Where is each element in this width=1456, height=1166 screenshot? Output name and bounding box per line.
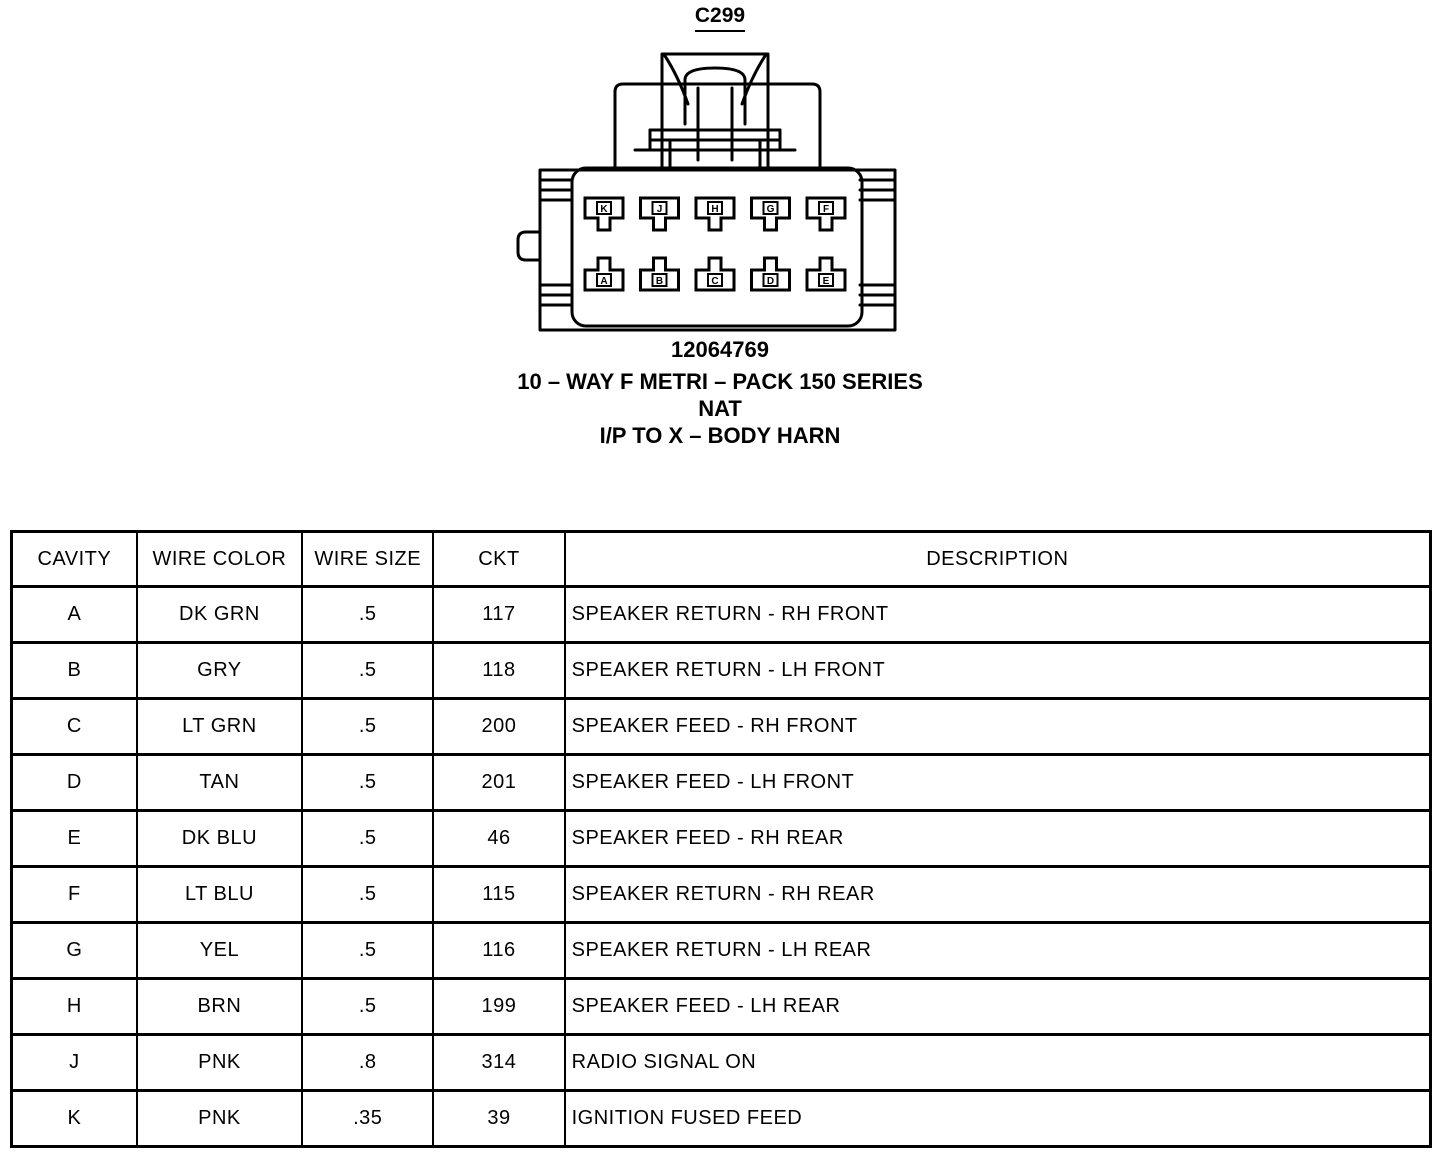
table-row — [12, 699, 1431, 755]
header-cavity: CAVITY — [12, 532, 137, 587]
cell-description: RADIO SIGNAL ON — [565, 1035, 1431, 1091]
cavity-table — [10, 530, 1432, 1148]
cell-description: SPEAKER FEED - RH REAR — [565, 811, 1431, 867]
cell-description: SPEAKER FEED - LH FRONT — [565, 755, 1431, 811]
cell-cavity: K — [12, 1091, 137, 1147]
pin-cavity — [641, 198, 679, 230]
header-wire-size: WIRE SIZE — [302, 532, 433, 587]
table-row — [12, 867, 1431, 923]
header-ckt: CKT — [433, 532, 564, 587]
pin-label: G — [766, 204, 775, 215]
connector-id — [640, 4, 800, 32]
pin-label: B — [655, 276, 664, 287]
pin-label: D — [766, 276, 775, 287]
cell-description: SPEAKER RETURN - LH REAR — [565, 923, 1431, 979]
pin-label: C — [711, 276, 719, 287]
cell-cavity: E — [12, 811, 137, 867]
part-number: 12064769 — [671, 337, 769, 362]
table-row — [12, 755, 1431, 811]
cell-cavity: B — [12, 643, 137, 699]
cell-wire-color: LT GRN — [137, 699, 302, 755]
header-description: DESCRIPTION — [565, 532, 1431, 587]
pin-label: H — [711, 204, 719, 215]
cell-wire-size: .5 — [302, 587, 433, 643]
pin-label: A — [600, 276, 608, 287]
connector-color: NAT — [698, 396, 742, 421]
cell-ckt: 314 — [433, 1035, 564, 1091]
connector-location: I/P TO X – BODY HARN — [599, 423, 841, 448]
connector-type: 10 – WAY F METRI – PACK 150 SERIES — [517, 369, 923, 394]
table-header-row — [12, 532, 1431, 587]
cell-cavity: A — [12, 587, 137, 643]
pin-label: E — [822, 276, 830, 287]
cell-cavity: H — [12, 979, 137, 1035]
latch-window — [685, 68, 745, 124]
pin-cavity — [807, 258, 845, 290]
cell-description: SPEAKER RETURN - LH FRONT — [565, 643, 1431, 699]
latch-housing — [615, 84, 820, 170]
cell-cavity: C — [12, 699, 137, 755]
cell-wire-color: GRY — [137, 643, 302, 699]
cell-wire-color: DK GRN — [137, 587, 302, 643]
cell-wire-size: .5 — [302, 755, 433, 811]
connector-body — [572, 168, 862, 326]
table-row — [12, 643, 1431, 699]
cell-wire-size: .35 — [302, 1091, 433, 1147]
cell-wire-size: .5 — [302, 867, 433, 923]
cell-ckt: 200 — [433, 699, 564, 755]
pin-cavity — [696, 258, 734, 290]
connector-id-text: C299 — [695, 4, 745, 32]
cell-ckt: 116 — [433, 923, 564, 979]
cell-description: SPEAKER FEED - RH FRONT — [565, 699, 1431, 755]
cell-description: IGNITION FUSED FEED — [565, 1091, 1431, 1147]
cell-description: SPEAKER FEED - LH REAR — [565, 979, 1431, 1035]
pin-cavity — [807, 198, 845, 230]
left-ear — [518, 232, 540, 260]
cell-ckt: 39 — [433, 1091, 564, 1147]
cell-cavity: D — [12, 755, 137, 811]
connector-face-diagram — [510, 40, 910, 340]
cell-wire-color: TAN — [137, 755, 302, 811]
cell-wire-size: .5 — [302, 923, 433, 979]
cell-wire-size: .5 — [302, 979, 433, 1035]
cell-wire-color: LT BLU — [137, 867, 302, 923]
cell-ckt: 199 — [433, 979, 564, 1035]
outer-shell — [540, 170, 895, 330]
pin-cavity — [585, 258, 623, 290]
table-row — [12, 1035, 1431, 1091]
cell-ckt: 201 — [433, 755, 564, 811]
cell-wire-color: YEL — [137, 923, 302, 979]
cell-wire-size: .5 — [302, 811, 433, 867]
cell-ckt: 118 — [433, 643, 564, 699]
pin-cavity — [752, 258, 790, 290]
table-row — [12, 979, 1431, 1035]
cell-cavity: G — [12, 923, 137, 979]
pin-cavity — [752, 198, 790, 230]
table-row — [12, 587, 1431, 643]
pin-cavity — [585, 198, 623, 230]
table-row — [12, 923, 1431, 979]
table-row — [12, 811, 1431, 867]
cell-wire-color: BRN — [137, 979, 302, 1035]
cell-cavity: F — [12, 867, 137, 923]
cell-wire-color: PNK — [137, 1035, 302, 1091]
cell-wire-size: .5 — [302, 699, 433, 755]
pin-label: J — [656, 204, 663, 215]
cell-ckt: 46 — [433, 811, 564, 867]
cell-wire-size: .5 — [302, 643, 433, 699]
header-wire-color: WIRE COLOR — [137, 532, 302, 587]
cell-wire-size: .8 — [302, 1035, 433, 1091]
cell-wire-color: PNK — [137, 1091, 302, 1147]
cell-cavity: J — [12, 1035, 137, 1091]
cell-wire-color: DK BLU — [137, 811, 302, 867]
cell-ckt: 115 — [433, 867, 564, 923]
table-body — [12, 587, 1431, 1147]
cell-description: SPEAKER RETURN - RH REAR — [565, 867, 1431, 923]
pin-cavity — [641, 258, 679, 290]
cell-ckt: 117 — [433, 587, 564, 643]
cell-description: SPEAKER RETURN - RH FRONT — [565, 587, 1431, 643]
pin-label: K — [600, 204, 608, 215]
pin-label: F — [822, 204, 830, 215]
table-row — [12, 1091, 1431, 1147]
pin-cavity — [696, 198, 734, 230]
